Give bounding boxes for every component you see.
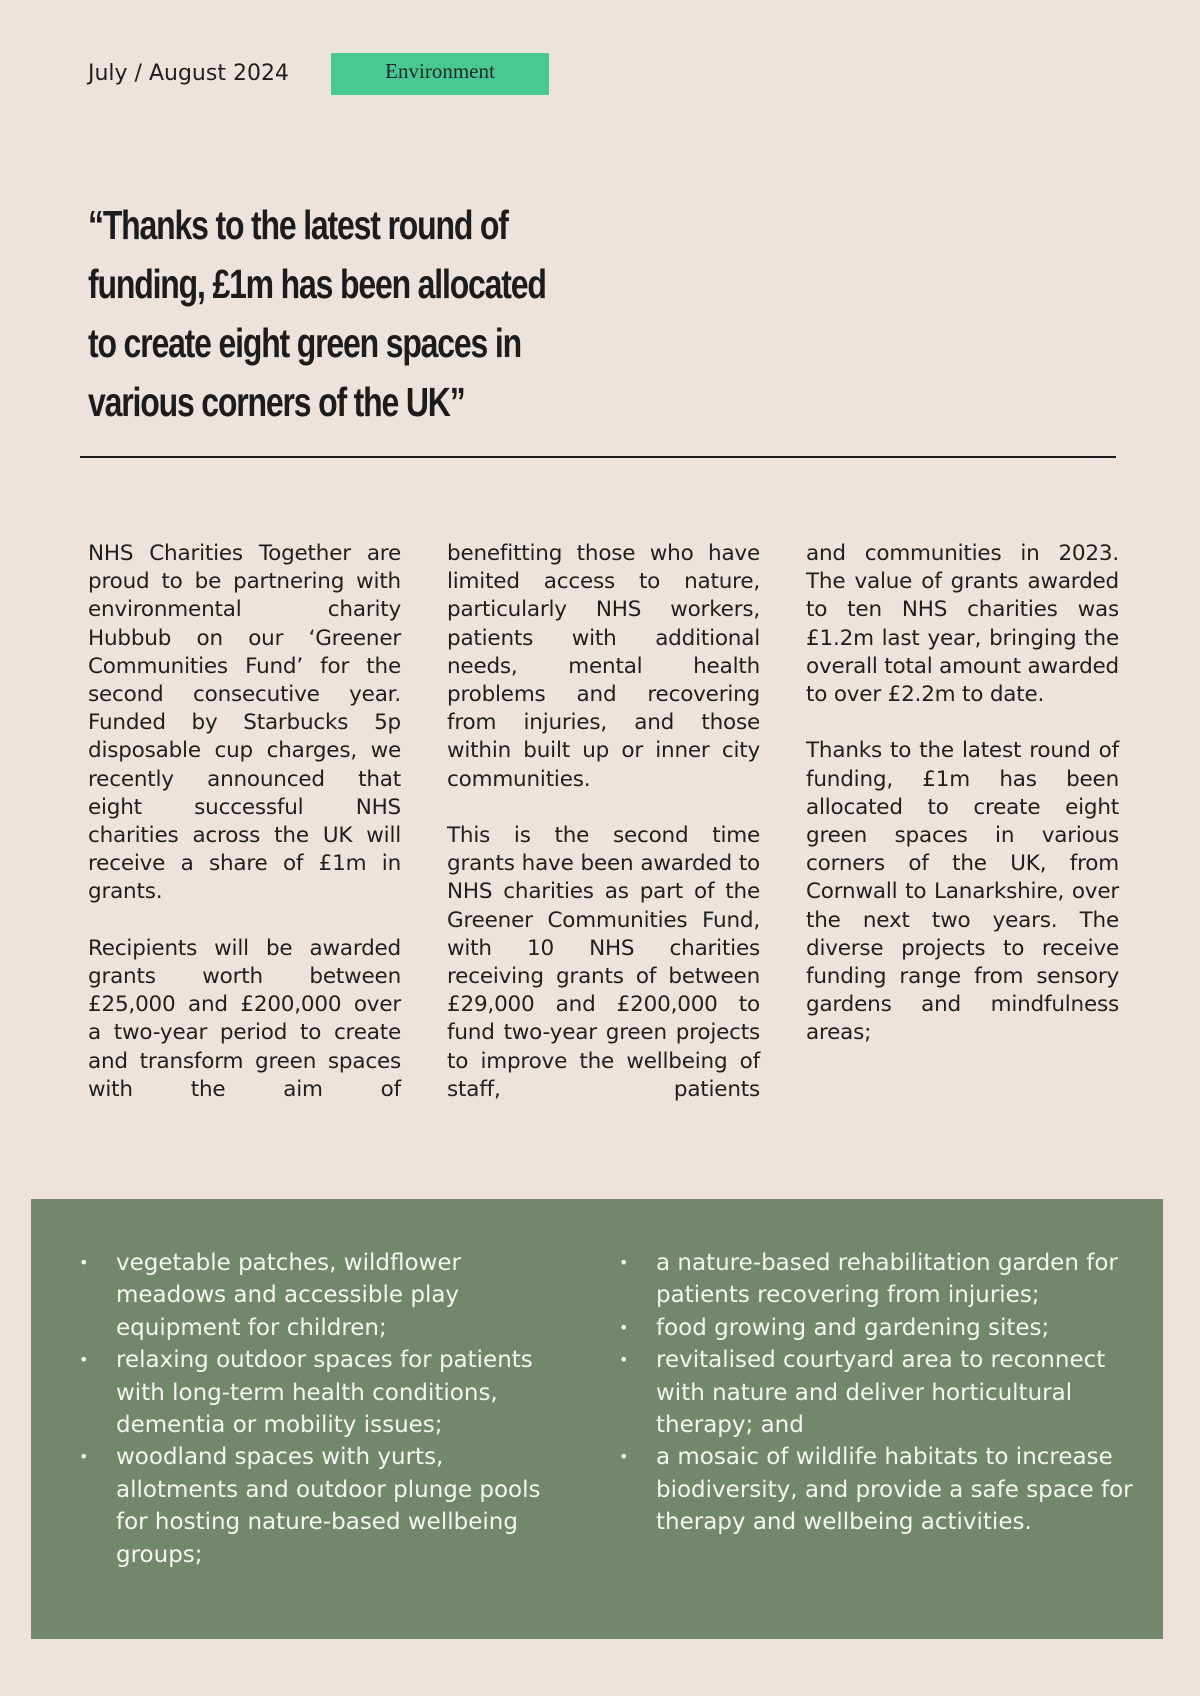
list-item (571, 1441, 1151, 1538)
list-item (571, 1247, 1151, 1312)
article-paragraph: benefitting those who have limited access to nature, particularly NHS workers, patients with additional needs, mental health problems and recovering from injuries, and those within built up or inner city communities. (447, 541, 760, 792)
bullet-icon: • (79, 1350, 89, 1370)
article-paragraph: Thanks to the latest round of funding, £1m has been allocated to create eight green spaces in various corners of the UK, from Cornwall to Lanarkshire, over the next two years. The diverse projects to receive funding range from sensory gardens and mindfulness areas; (806, 738, 1119, 1046)
bullet-icon: • (619, 1317, 629, 1337)
article-paragraph: This is the second time grants have been awarded to NHS charities as part of the Greener Communities Fund, with 10 NHS charities receiving grants of between £29,000 and £200,000 to fund two-year green projects to improve the wellbeing of staff, patients (447, 823, 760, 1102)
list-item-text: woodland spaces with yurts, allotments and outdoor plunge pools for hosting nature-based wellbeing groups; (116, 1444, 541, 1568)
list-item-text: food growing and gardening sites; (656, 1314, 1050, 1341)
project-list-panel (31, 1199, 1163, 1639)
list-item-text: a mosaic of wildlife habitats to increase biodiversity, and provide a safe space for therapy and wellbeing activities. (656, 1444, 1133, 1536)
list-item-text: vegetable patches, wildflower meadows and accessible play equipment for children; (116, 1250, 461, 1341)
pull-quote: “Thanks to the latest round of funding, £1m has been allocated to create eight green spaces in various corners of the UK” (88, 202, 546, 425)
article-paragraph: NHS Charities Together are proud to be partnering with environmental charity Hubbub on our ‘Greener Communities Fund’ for the second consecutive year. Funded by Starbucks 5p disposable cup charges, we recently announced that eight successful NHS charities across the UK will receive a share of £1m in grants. (88, 541, 401, 905)
list-item-text: revitalised courtyard area to reconnect with nature and deliver horticultural therapy; and (656, 1347, 1106, 1439)
article-paragraph: and communities in 2023. The value of grants awarded to ten NHS charities was £1.2m last year, bringing the overall total amount awarded to over £2.2m to date. (806, 541, 1120, 708)
list-item (31, 1247, 571, 1344)
project-list-left (31, 1247, 571, 1571)
project-list-right (571, 1247, 1151, 1539)
list-item (571, 1312, 1151, 1344)
article-column-1 (88, 540, 401, 1132)
bullet-icon: • (79, 1253, 89, 1272)
list-item-text: a nature-based rehabilitation garden for patients recovering from injuries; (656, 1250, 1118, 1309)
section-divider (80, 456, 1116, 458)
article-column-2 (447, 540, 760, 1132)
bullet-icon: • (619, 1253, 629, 1272)
article-column-3 (806, 540, 1119, 1076)
category-tag: Environment (331, 53, 549, 95)
list-item (31, 1344, 571, 1441)
bullet-icon: • (619, 1350, 629, 1370)
list-item-text: relaxing outdoor spaces for patients with long-term health conditions, dementia or mobility issues; (116, 1347, 533, 1439)
article-paragraph: Recipients will be awarded grants worth between £25,000 and £200,000 over a two-year period to create and transform green spaces with the aim of (88, 935, 401, 1102)
list-item (571, 1344, 1151, 1441)
list-item (31, 1441, 571, 1571)
bullet-icon: • (619, 1447, 629, 1467)
issue-date: July / August 2024 (88, 61, 289, 86)
bullet-icon: • (79, 1447, 89, 1467)
